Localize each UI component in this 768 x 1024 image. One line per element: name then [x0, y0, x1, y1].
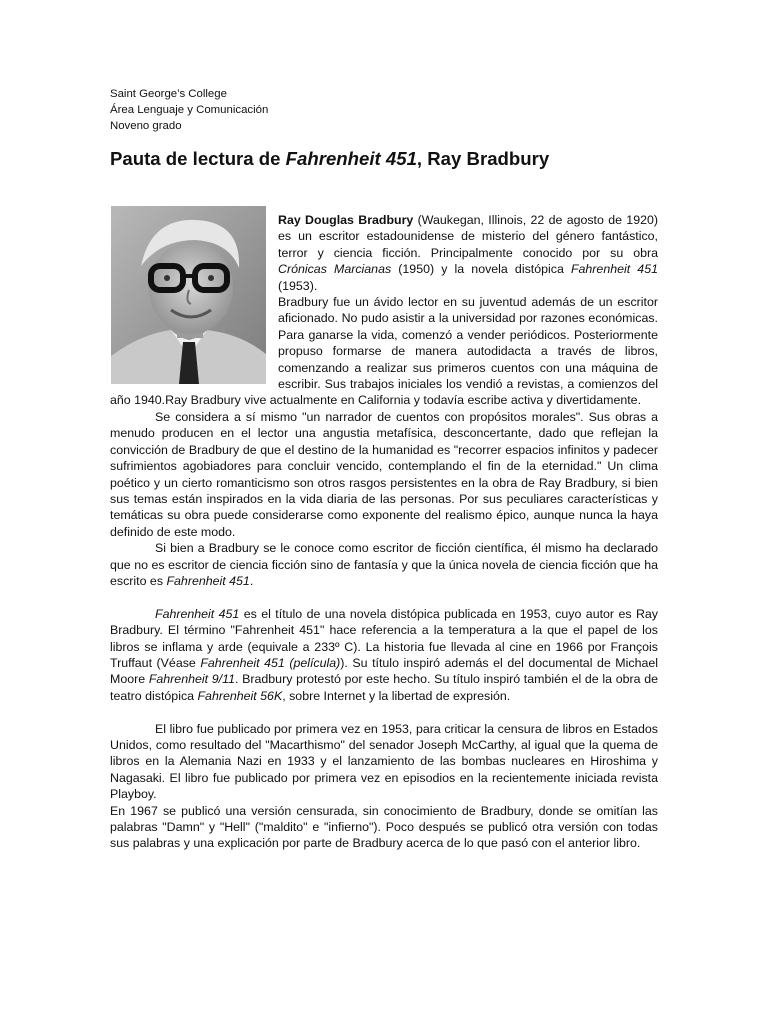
work-title: Crónicas Marcianas: [278, 262, 392, 277]
paragraph-text: (1950) y la novela distópica: [391, 262, 571, 277]
paragraph-gap: [110, 704, 658, 720]
department-name: Área Lenguaje y Comunicación: [110, 104, 269, 116]
paragraph-text: Si bien a Bradbury se le conoce como escritor de ficción científica, él mismo ha declarado que no es escritor de ciencia ficción sino de fantasía y que la única novela de ciencia ficción que ha escrito es: [110, 541, 658, 588]
paragraph-genre: [110, 540, 658, 589]
document-body: [110, 212, 658, 852]
paragraph-novel-title: [110, 606, 658, 704]
paragraph-text: (1953).: [278, 278, 318, 293]
paragraph-text: . Bradbury protestó por este hecho. Su título inspiró también el de la obra de teatro distópica: [110, 672, 659, 703]
paragraph-text: (Waukegan, Illinois, 22 de agosto de 1920) es un escritor estadounidense de misterio del género fantástico, terror y ciencia ficción. Principalmente conocido por su obra: [278, 213, 658, 260]
work-title: Fahrenheit 451: [166, 573, 250, 588]
paragraph-censorship: En 1967 se publicó una versión censurada, sin conocimiento de Bradbury, donde se omitían las palabras "Damn" y "Hell" ("maldito" e "infierno"). Poco después se publicó otra versión con todas sus palabras y una explicación por parte de Bradbury acerca de lo que pasó con el anterior libro.: [110, 803, 658, 851]
author-name: Ray Douglas Bradbury: [278, 213, 414, 227]
grade-level: Noveno grado: [110, 120, 182, 132]
paragraph-text: .: [249, 573, 254, 588]
paragraph-themes: Se considera a sí mismo "un narrador de cuentos con propósitos morales". Sus obras a menudo producen en el lector una angustia metafísica, desconcertante, dado que reflejan la convicción de Bradbury de que el destino de la humanidad es "recorrer espacios infinitos y padecer sufrimientos agobiadores para concluir vencido, contemplando el fin de la eternidad." Un clima poético y un cierto romanticismo son otros rasgos persistentes en la obra de Ray Bradbury, si bien sus temas están inspirados en la vida diaria de las personas. Por sus peculiares características y temáticas su obra puede considerarse como exponente del realismo épico, aunque nunca la haya definido de este modo.: [110, 409, 658, 539]
work-title: Fahrenheit 451 (película): [200, 655, 341, 670]
paragraph-early-life: Bradbury fue un ávido lector en su juventud además de un escritor aficionado. No pudo asistir a la universidad por razones económicas. Para ganarse la vida, comenzó a vender periódicos. Posteriormente propuso formarse de manera autodidacta a través de libros, comenzando a realizar sus primeros cuentos con una máquina de escribir. Sus trabajos iniciales los vendió a revistas, a comienzos del año 1940.Ray Bradbury vive actualmente en California y todavía escribe activa y divertidamente.: [110, 295, 658, 408]
school-name: Saint George’s College: [110, 88, 227, 100]
paragraph-gap: [110, 589, 658, 605]
document-header: [110, 86, 268, 134]
paragraph-text: , sobre Internet y la libertad de expresión.: [282, 688, 511, 703]
paragraph-text: es el título de una novela distópica publicada en 1953, cuyo autor es Ray Bradbury. El término "Fahrenheit 451" hace referencia a la temperatura a la que el papel de los libros se inflama y arde (equivale a 233º C). La historia fue llevada al cine en 1966 por François Truffaut (Véase: [110, 606, 658, 670]
paragraph-publication: El libro fue publicado por primera vez en 1953, para criticar la censura de libros en Estados Unidos, como resultado del "Macarthismo" del senador Joseph McCarthy, al igual que la quema de libros en la Alemania Nazi en 1933 y el lanzamiento de las bombas nucleares en Hiroshima y Nagasaki. El libro fue publicado por primera vez en episodios en la recientemente iniciada revista Playboy.: [110, 721, 658, 802]
title-book: Fahrenheit 451: [285, 148, 417, 169]
work-title: Fahrenheit 9/11: [148, 672, 235, 687]
photo-wrap-space: [110, 206, 278, 384]
work-title: Fahrenheit 451: [570, 262, 658, 277]
page-title: [110, 148, 549, 170]
work-title: Fahrenheit 56K: [197, 688, 283, 703]
title-suffix: , Ray Bradbury: [416, 148, 550, 169]
paragraph-text: ). Su título inspiró además el del documental de Michael Moore: [110, 655, 658, 687]
title-prefix: Pauta de lectura de: [110, 148, 286, 169]
work-title: Fahrenheit 451: [155, 606, 240, 621]
